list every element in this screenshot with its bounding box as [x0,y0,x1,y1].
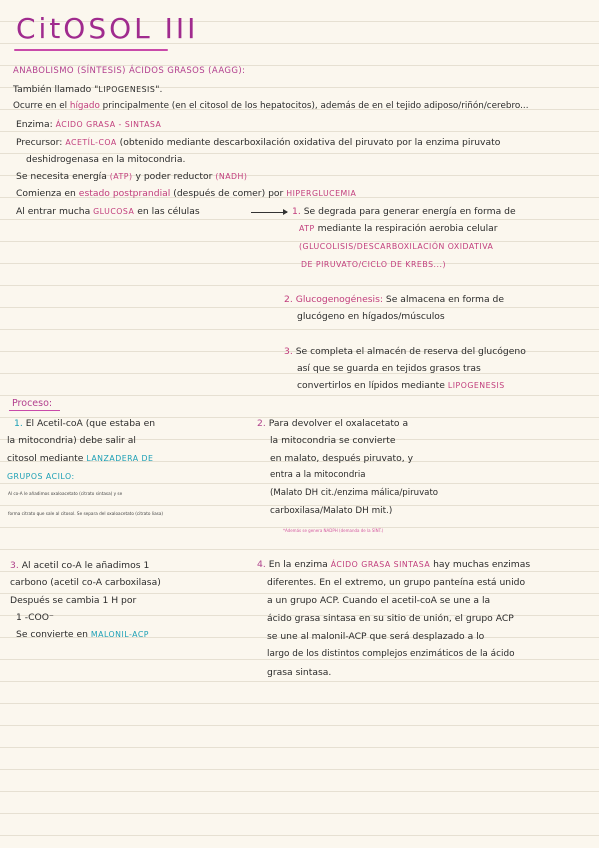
step-1-term-2: GRUPOS ACILO: [7,472,75,481]
step-1-text: El Acetil-coA (que estaba en [25,418,156,429]
step-3-text: Al acetil co-A le añadimos 1 [21,560,150,571]
precursor-value: ACETÍL-COA [65,138,117,147]
tambien-pre: También llamado " [13,84,99,95]
ocurre-higado: hígado [69,101,100,111]
step-2-line-2: la mitocondria se convierte [270,435,396,446]
glucosa-term: GLUCOSA [93,207,135,216]
step-3-line-5 [16,629,149,640]
step-4-line-1 [257,559,530,570]
step-2-line-4: entra a la mitocondria [270,470,366,480]
precursor-text: (obtenido mediante descarboxilación oxidativa del piruvato por la enzima piruvato [119,137,501,148]
comienza-pre: Comienza en [16,188,76,199]
comienza-hiper: HIPERGLUCEMIA [286,189,357,198]
step-3-term: MALONIL-ACP [90,630,149,639]
step-1-line-3 [7,453,153,464]
step-3-line-3: Después se cambia 1 H por [10,595,137,606]
arrow-icon [251,212,287,213]
comienza-estado: estado postprandial [78,188,171,199]
point-3-text: Se completa el almacén de reserva del glucógeno [295,346,526,357]
step-2-line-1 [257,418,408,429]
point-3-line-2: así que se guarda en tejidos grasos tras [297,363,481,374]
step-1-term-1: LANZADERA DE [86,454,154,463]
step-3-number: 3. [10,560,19,571]
point-3-text-3: convertirlos en lípidos mediante [297,380,445,391]
point-2-line-2: glucógeno en hígados/músculos [297,311,445,322]
point-3-line-3 [297,380,505,391]
point-1-text-2: mediante la respiración aerobia celular [317,223,498,234]
proceso-underline [9,410,60,411]
step-1-text-3: citosol mediante [7,453,84,464]
step-1-tiny-2: forma citrato que sale al citosol. Se separa del oxaloacetato (citrato liasa) [8,511,164,516]
step-4-line-2: diferentes. En el extremo, un grupo panteína está unido [267,577,526,588]
point-2-term: Glucogenogénesis: [295,294,383,305]
step-4-term: ÁCIDO GRASA SINTASA [330,560,431,569]
point-2-line-1 [284,294,504,305]
point-3-line-1 [284,346,526,357]
energia-pre: Se necesita energía [16,171,107,182]
step-4-post: hay muchas enzimas [433,559,531,570]
comienza-line [16,188,356,199]
point-3-term: LIPOGENESIS [447,381,505,390]
point-3-number: 3. [284,346,293,357]
point-2-number: 2. [284,294,293,305]
point-1-number: 1. [292,206,301,217]
point-1-atp: ATP [299,224,315,233]
step-2-line-5: (Malato DH cit./enzima málica/piruvato [270,488,439,498]
step-4-line-3: a un grupo ACP. Cuando el acetil-coA se une a la [267,595,491,606]
enzima-label: Enzima: [16,119,53,130]
step-1-line-2: la mitocondria) debe salir al [7,435,136,446]
step-3-text-5: Se convierte en [16,629,88,640]
step-1-line-1 [14,418,155,429]
step-2-note: *Además se genera NADPH (demanda de la SÍNT.) [283,528,384,533]
step-2-line-6: carboxilasa/Malato DH mit.) [270,506,393,516]
title-underline [14,49,168,51]
energia-line [16,171,247,182]
step-4-line-7: grasa sintasa. [267,667,332,678]
enzima-line [16,119,161,130]
step-4-line-5: se une al malonil-ACP que será desplazado a lo [267,631,485,642]
point-1-line-3: (GLUCOLISIS/DESCARBOXILACIÓN OXIDATIVA [299,242,494,251]
proceso-heading: Proceso: [12,398,53,409]
precursor-line [16,137,500,148]
step-4-number: 4. [257,559,266,570]
glucosa-post: en las células [137,206,200,217]
energia-mid: y poder reductor [135,171,213,182]
glucosa-line [16,206,200,217]
glucosa-pre: Al entrar mucha [16,206,91,217]
point-1-text: Se degrada para generar energía en forma de [303,206,516,217]
step-4-pre: En la enzima [268,559,328,570]
step-1-number: 1. [14,418,23,429]
anabolismo-heading: ANABOLISMO (SÍNTESIS) ÁCIDOS GRASOS (AAGG): [13,66,246,76]
step-4-line-6: largo de los distintos complejos enzimáticos de la ácido [267,649,515,659]
point-1-line-1 [292,206,516,217]
precursor-label: Precursor: [16,137,63,148]
tambien-term: LIPOGENESIS [98,85,156,94]
step-2-line-3: en malato, después piruvato, y [270,453,414,464]
comienza-mid: (después de comer) por [173,188,284,199]
ocurre-pre: Ocurre en el [13,101,68,111]
point-1-line-4: DE PIRUVATO/CICLO DE KREBS...) [301,260,446,269]
point-2-text: Se almacena en forma de [385,294,505,305]
step-3-line-2: carbono (acetil co-A carboxilasa) [10,577,161,588]
point-1-line-2 [299,223,498,234]
step-3-line-1 [10,560,149,571]
step-2-number: 2. [257,418,266,429]
energia-atp: (ATP) [109,172,133,181]
tambien-line [13,84,162,95]
step-1-tiny-1: Al co-A le añadimos oxaloacetato (citrato sintasa) y se [8,491,123,496]
enzima-value: ÁCIDO GRASA - SINTASA [55,120,162,129]
ocurre-post: principalmente (en el citosol de los hepatocitos), además de en el tejido adiposo/riñón/cerebro... [102,101,529,111]
ocurre-line [13,101,529,111]
energia-nadh: (NADH) [215,172,248,181]
step-3-line-4: 1 -COO⁻ [16,612,54,623]
step-2-text: Para devolver el oxalacetato a [268,418,409,429]
precursor-text-2: deshidrogenasa en la mitocondria. [26,154,186,165]
tambien-post: ". [155,84,163,95]
step-4-line-4: ácido grasa sintasa en su sitio de unión, el grupo ACP [267,613,514,624]
page-title: CitOSOL III [16,12,199,45]
